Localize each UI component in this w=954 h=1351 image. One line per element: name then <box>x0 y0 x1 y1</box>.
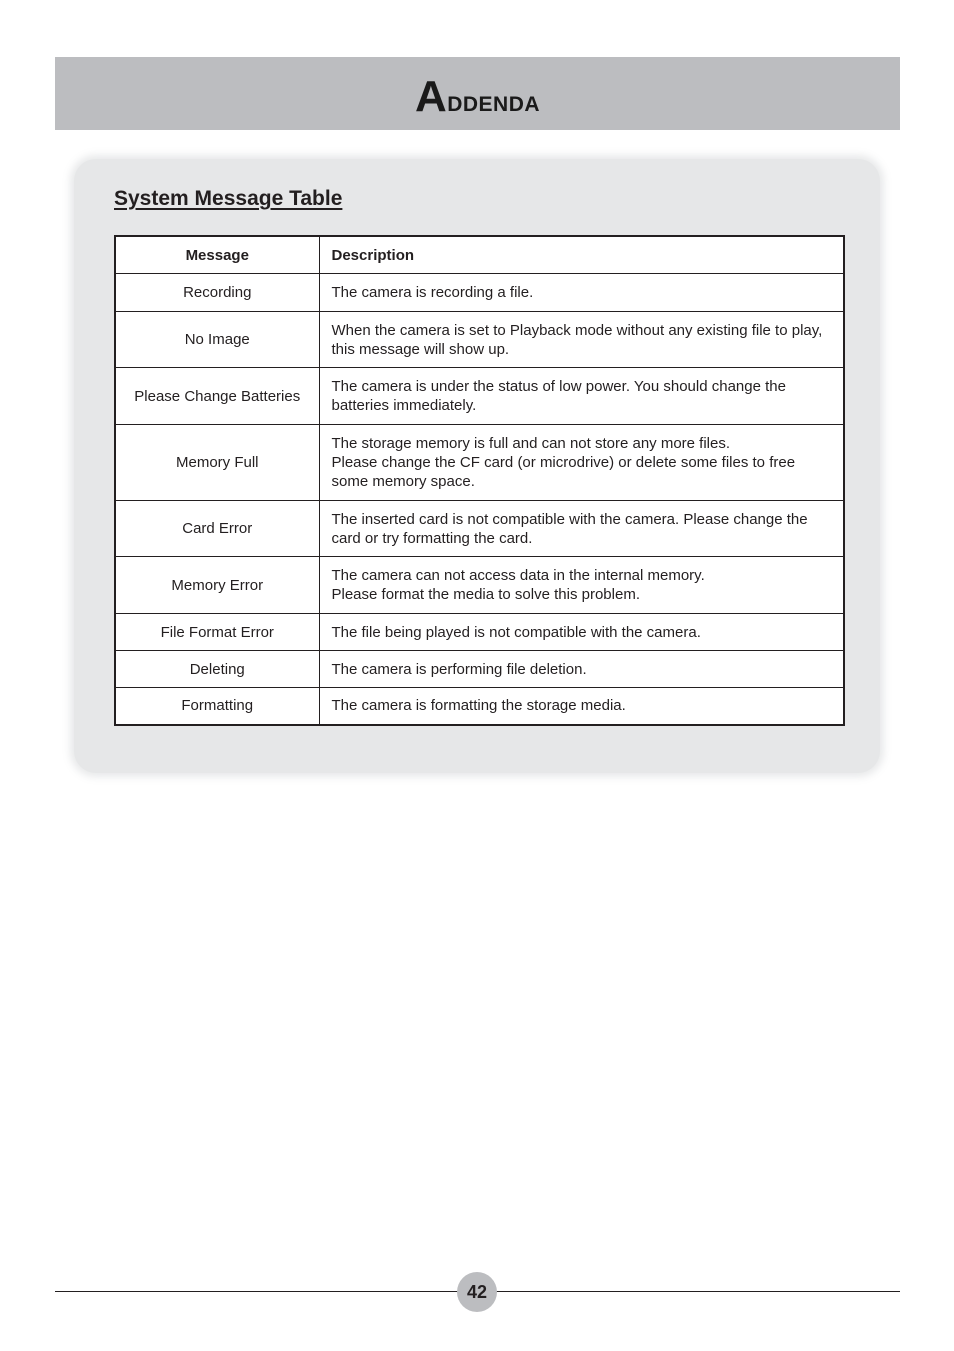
table-row <box>115 614 844 651</box>
message-cell: No Image <box>115 312 319 368</box>
description-cell: When the camera is set to Playback mode without any existing file to play, this message will show up. <box>319 312 844 368</box>
message-cell: Deleting <box>115 651 319 688</box>
header-band <box>55 57 900 130</box>
page-title-initial: A <box>414 71 448 121</box>
column-header-description: Description <box>319 236 844 274</box>
page-number-badge: 42 <box>457 1272 497 1312</box>
message-cell: Recording <box>115 274 319 312</box>
table-row <box>115 274 844 312</box>
description-cell: The storage memory is full and can not store any more files. Please change the CF card (or microdrive) or delete some files to free some memory space. <box>319 425 844 501</box>
table-header-row <box>115 236 844 274</box>
description-cell: The camera can not access data in the internal memory. Please format the media to solve this problem. <box>319 557 844 614</box>
page-title-rest: ddenda <box>447 84 541 118</box>
table-row <box>115 557 844 614</box>
message-cell: File Format Error <box>115 614 319 651</box>
section-title: System Message Table <box>114 187 343 210</box>
table-row <box>115 368 844 425</box>
table-row <box>115 651 844 688</box>
table-row <box>115 688 844 725</box>
message-cell: Memory Error <box>115 557 319 614</box>
description-cell: The inserted card is not compatible with the camera. Please change the card or try formatting the card. <box>319 501 844 557</box>
description-cell: The camera is formatting the storage media. <box>319 688 844 725</box>
description-cell: The file being played is not compatible with the camera. <box>319 614 844 651</box>
message-cell: Memory Full <box>115 425 319 501</box>
page-title <box>415 72 540 122</box>
description-cell: The camera is performing file deletion. <box>319 651 844 688</box>
system-message-table <box>114 235 845 726</box>
message-cell: Card Error <box>115 501 319 557</box>
table-row <box>115 312 844 368</box>
description-cell: The camera is under the status of low power. You should change the batteries immediately. <box>319 368 844 425</box>
message-cell: Please Change Batteries <box>115 368 319 425</box>
message-cell: Formatting <box>115 688 319 725</box>
table-row <box>115 501 844 557</box>
table-row <box>115 425 844 501</box>
column-header-message: Message <box>115 236 319 274</box>
description-cell: The camera is recording a file. <box>319 274 844 312</box>
